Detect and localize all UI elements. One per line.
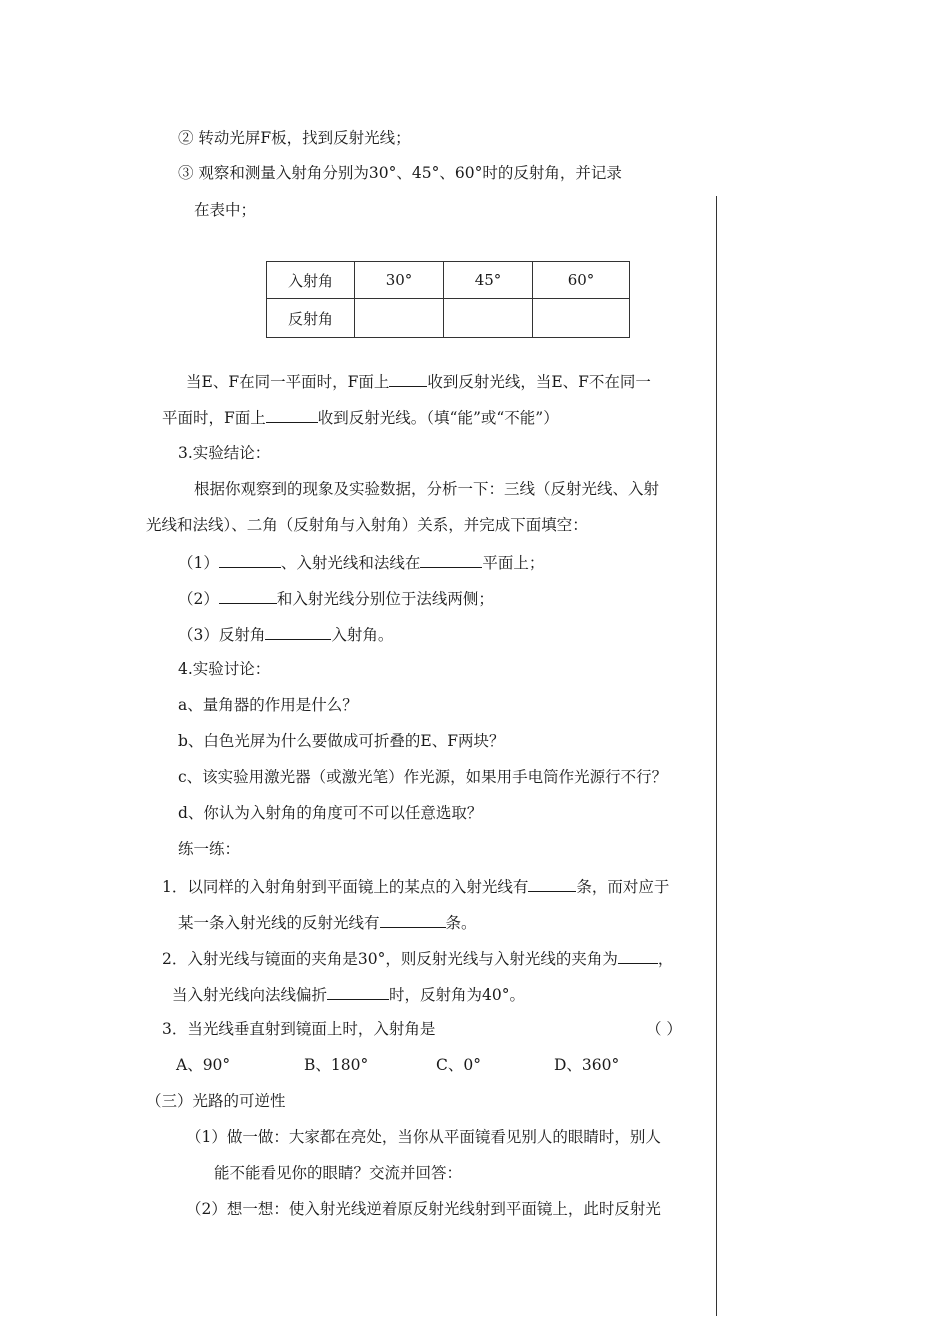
section-heading: （三）光路的可逆性 xyxy=(146,1092,286,1110)
blank xyxy=(420,551,482,568)
option-b: B、180° xyxy=(304,1056,369,1074)
plane-question-line1: 当E、F在同一平面时，F面上 收到反射光线，当E、F不在同一 xyxy=(186,370,651,392)
blank xyxy=(380,911,446,928)
discussion-a: a、量角器的作用是什么？ xyxy=(178,696,358,714)
option-d: D、360° xyxy=(554,1056,620,1074)
blank xyxy=(219,587,277,604)
table-cell xyxy=(533,299,630,338)
blank xyxy=(266,406,318,423)
blank xyxy=(618,947,658,964)
practice-1-line2: 某一条入射光线的反射光线有 条。 xyxy=(178,911,477,933)
table-cell xyxy=(355,299,444,338)
table-cell: 入射角 xyxy=(267,262,355,299)
table-cell: 45° xyxy=(444,262,533,299)
conclusion-text-2: 光线和法线）、二角（反射角与入射角）关系，并完成下面填空： xyxy=(146,516,588,534)
angle-table xyxy=(266,261,630,338)
table-cell: 反射角 xyxy=(267,299,355,338)
fill-item-2: （2） 和入射光线分别位于法线两侧； xyxy=(178,587,494,609)
practice-2-line1: 2．入射光线与镜面的夹角是30°，则反射光线与入射光线的夹角为 ， xyxy=(162,947,673,969)
activity-1-line2: 能不能看见你的眼睛？交流并回答： xyxy=(214,1164,463,1182)
discussion-c: c、该实验用激光器（或激光笔）作光源，如果用手电筒作光源行不行？ xyxy=(178,768,668,786)
table-cell: 60° xyxy=(533,262,630,299)
activity-1-line1: （1）做一做：大家都在亮处，当你从平面镜看见别人的眼睛时，别人 xyxy=(186,1128,661,1146)
blank xyxy=(389,370,427,387)
conclusion-text-1: 根据你观察到的现象及实验数据，分析一下：三线（反射光线、入射 xyxy=(194,480,660,498)
step-2: ② 转动光屏F板，找到反射光线； xyxy=(178,129,411,147)
step-3: ③ 观察和测量入射角分别为30°、45°、60°时的反射角，并记录 xyxy=(178,164,622,182)
activity-2-line1: （2）想一想：使入射光线逆着原反射光线射到平面镜上，此时反射光 xyxy=(186,1200,661,1218)
discussion-heading: 4.实验讨论： xyxy=(178,660,271,678)
blank xyxy=(265,623,331,640)
fill-item-1: （1） 、入射光线和法线在 平面上； xyxy=(178,551,544,573)
practice-1-line1: 1．以同样的入射角射到平面镜上的某点的入射光线有 条，而对应于 xyxy=(162,875,669,897)
practice-3: 3．当光线垂直射到镜面上时，入射角是 xyxy=(162,1020,436,1038)
conclusion-heading: 3.实验结论： xyxy=(178,444,271,462)
table-row xyxy=(267,262,630,299)
table-cell xyxy=(444,299,533,338)
blank xyxy=(528,875,576,892)
page-margin-line xyxy=(716,196,717,1316)
step-3-cont: 在表中； xyxy=(194,201,257,219)
fill-item-3: （3）反射角 入射角。 xyxy=(178,623,393,645)
table-row xyxy=(267,299,630,338)
option-c: C、0° xyxy=(436,1056,481,1074)
option-a: A、90° xyxy=(176,1056,231,1074)
discussion-b: b、白色光屏为什么要做成可折叠的E、F两块？ xyxy=(178,732,505,750)
discussion-d: d、你认为入射角的角度可不可以任意选取？ xyxy=(178,804,483,822)
practice-heading: 练一练： xyxy=(178,840,241,858)
table-cell: 30° xyxy=(355,262,444,299)
practice-2-line2: 当入射光线向法线偏折 时，反射角为40°。 xyxy=(172,983,525,1005)
answer-bracket: （ ） xyxy=(646,1020,682,1038)
plane-question-line2: 平面时，F面上 收到反射光线。（填“能”或“不能”） xyxy=(162,406,559,428)
blank xyxy=(219,551,281,568)
blank xyxy=(327,983,389,1000)
